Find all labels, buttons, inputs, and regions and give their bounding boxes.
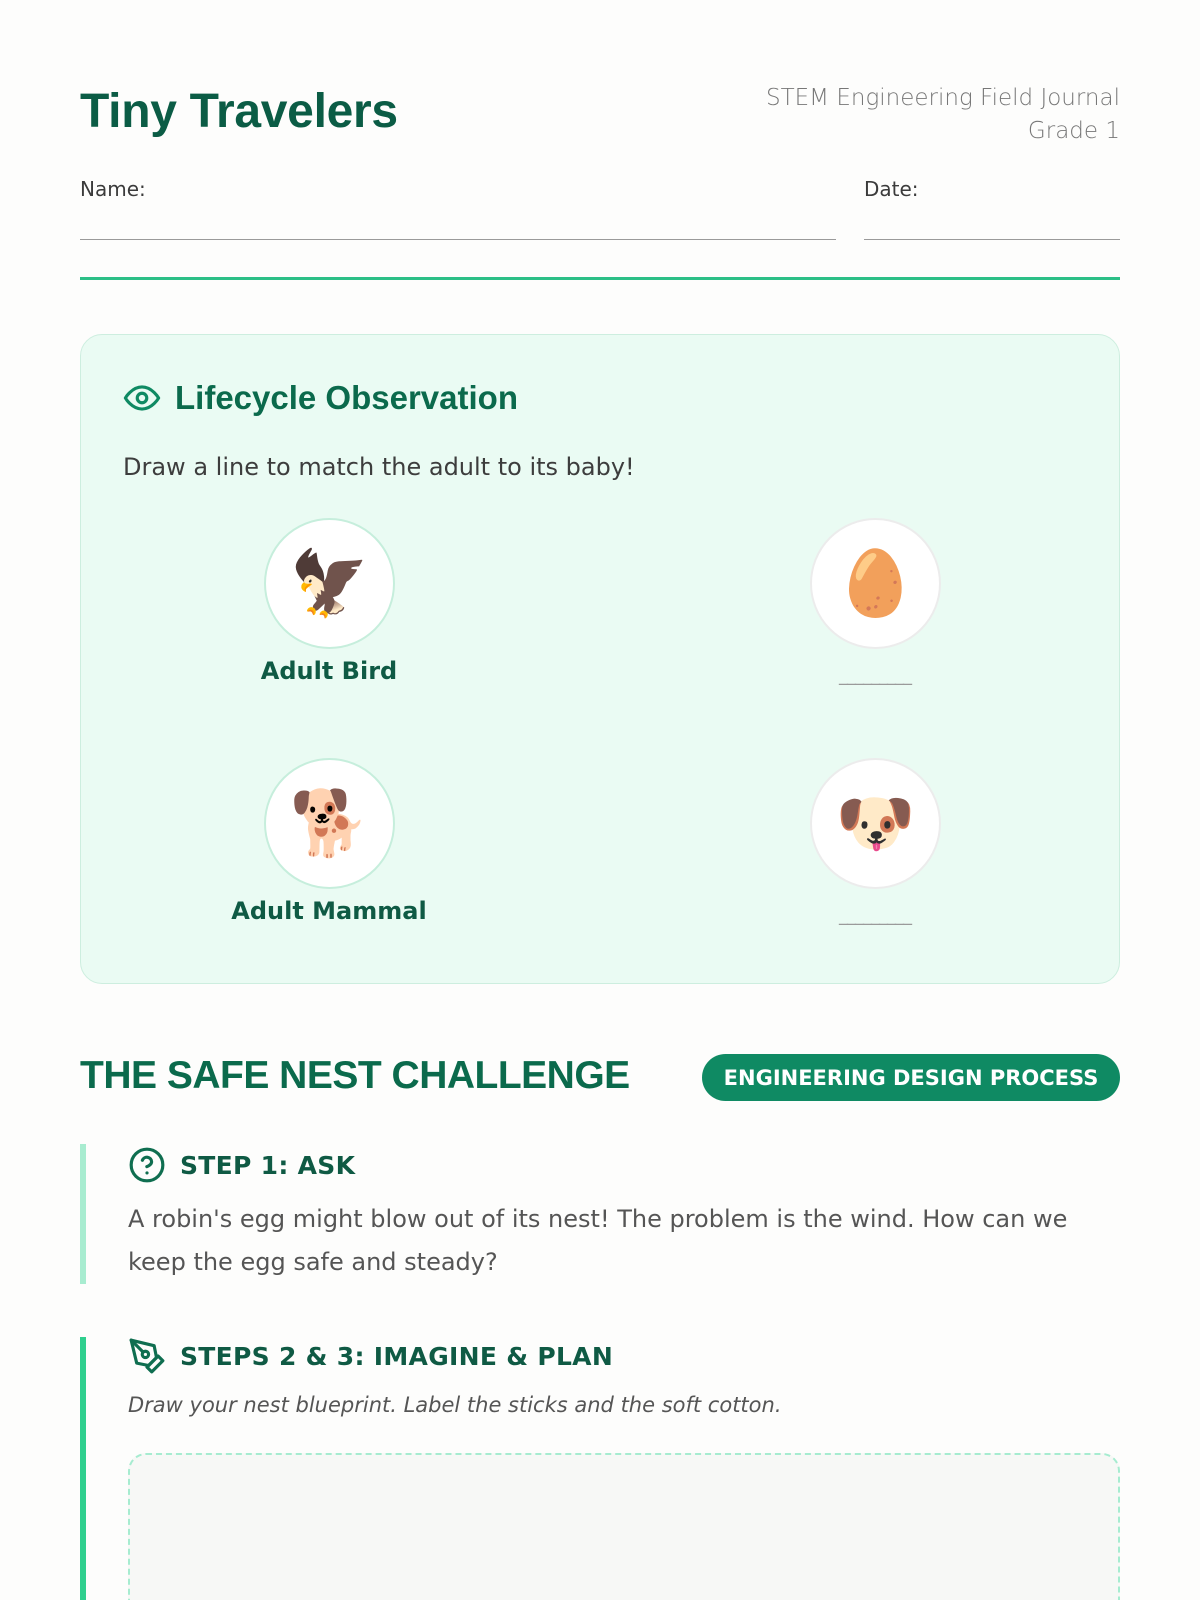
observation-title: Lifecycle Observation xyxy=(175,379,518,416)
step-plan-accent-bar xyxy=(80,1337,86,1600)
step-ask-title: STEP 1: ASK xyxy=(180,1150,356,1180)
adult-mammal-picture[interactable]: 🐕 xyxy=(264,758,395,889)
adult-mammal-label: Adult Mammal xyxy=(231,897,427,925)
lifecycle-observation-card xyxy=(80,334,1120,984)
journal-subtitle xyxy=(766,82,1120,148)
puppy-picture[interactable]: 🐶 xyxy=(810,758,941,889)
question-circle-icon xyxy=(128,1146,166,1184)
observation-instruction: Draw a line to match the adult to its baby! xyxy=(123,453,635,481)
step-ask-accent-bar xyxy=(80,1144,86,1284)
nest-blueprint-drawing-area[interactable] xyxy=(128,1453,1120,1600)
observation-heading xyxy=(123,379,518,417)
adult-bird-picture[interactable]: 🦅 xyxy=(264,518,395,649)
step-ask-text: A robin's egg might blow out of its nest! The problem is the wind. How can we keep the egg safe and steady? xyxy=(128,1205,1068,1276)
header-divider xyxy=(80,277,1120,280)
date-field[interactable] xyxy=(864,239,1120,240)
eye-icon xyxy=(123,379,161,417)
step-imagine-plan-section xyxy=(80,1337,1120,1600)
adult-bird-label: Adult Bird xyxy=(260,657,398,685)
name-field[interactable] xyxy=(80,239,836,240)
challenge-title: THE SAFE NEST CHALLENGE xyxy=(80,1054,630,1097)
subtitle-journal-name: STEM Engineering Field Journal xyxy=(766,85,1120,111)
subtitle-grade: Grade 1 xyxy=(1027,118,1120,144)
step-ask-heading xyxy=(128,1146,355,1184)
pen-tool-icon xyxy=(128,1337,166,1375)
step-ask-section xyxy=(80,1144,1120,1284)
name-label: Name: xyxy=(80,177,146,201)
egg-picture[interactable]: 🥚 xyxy=(810,518,941,649)
step-plan-heading xyxy=(128,1337,613,1375)
baby-mammal-blank[interactable]: _________ xyxy=(839,905,911,926)
baby-bird-blank[interactable]: _________ xyxy=(839,665,911,686)
step-plan-instruction: Draw your nest blueprint. Label the sticks and the soft cotton. xyxy=(128,1393,782,1417)
journal-header xyxy=(80,82,1120,142)
page-title: Tiny Travelers xyxy=(80,85,398,138)
date-label: Date: xyxy=(864,177,919,201)
step-plan-title: STEPS 2 & 3: IMAGINE & PLAN xyxy=(180,1341,614,1371)
engineering-process-badge: ENGINEERING DESIGN PROCESS xyxy=(702,1054,1120,1101)
